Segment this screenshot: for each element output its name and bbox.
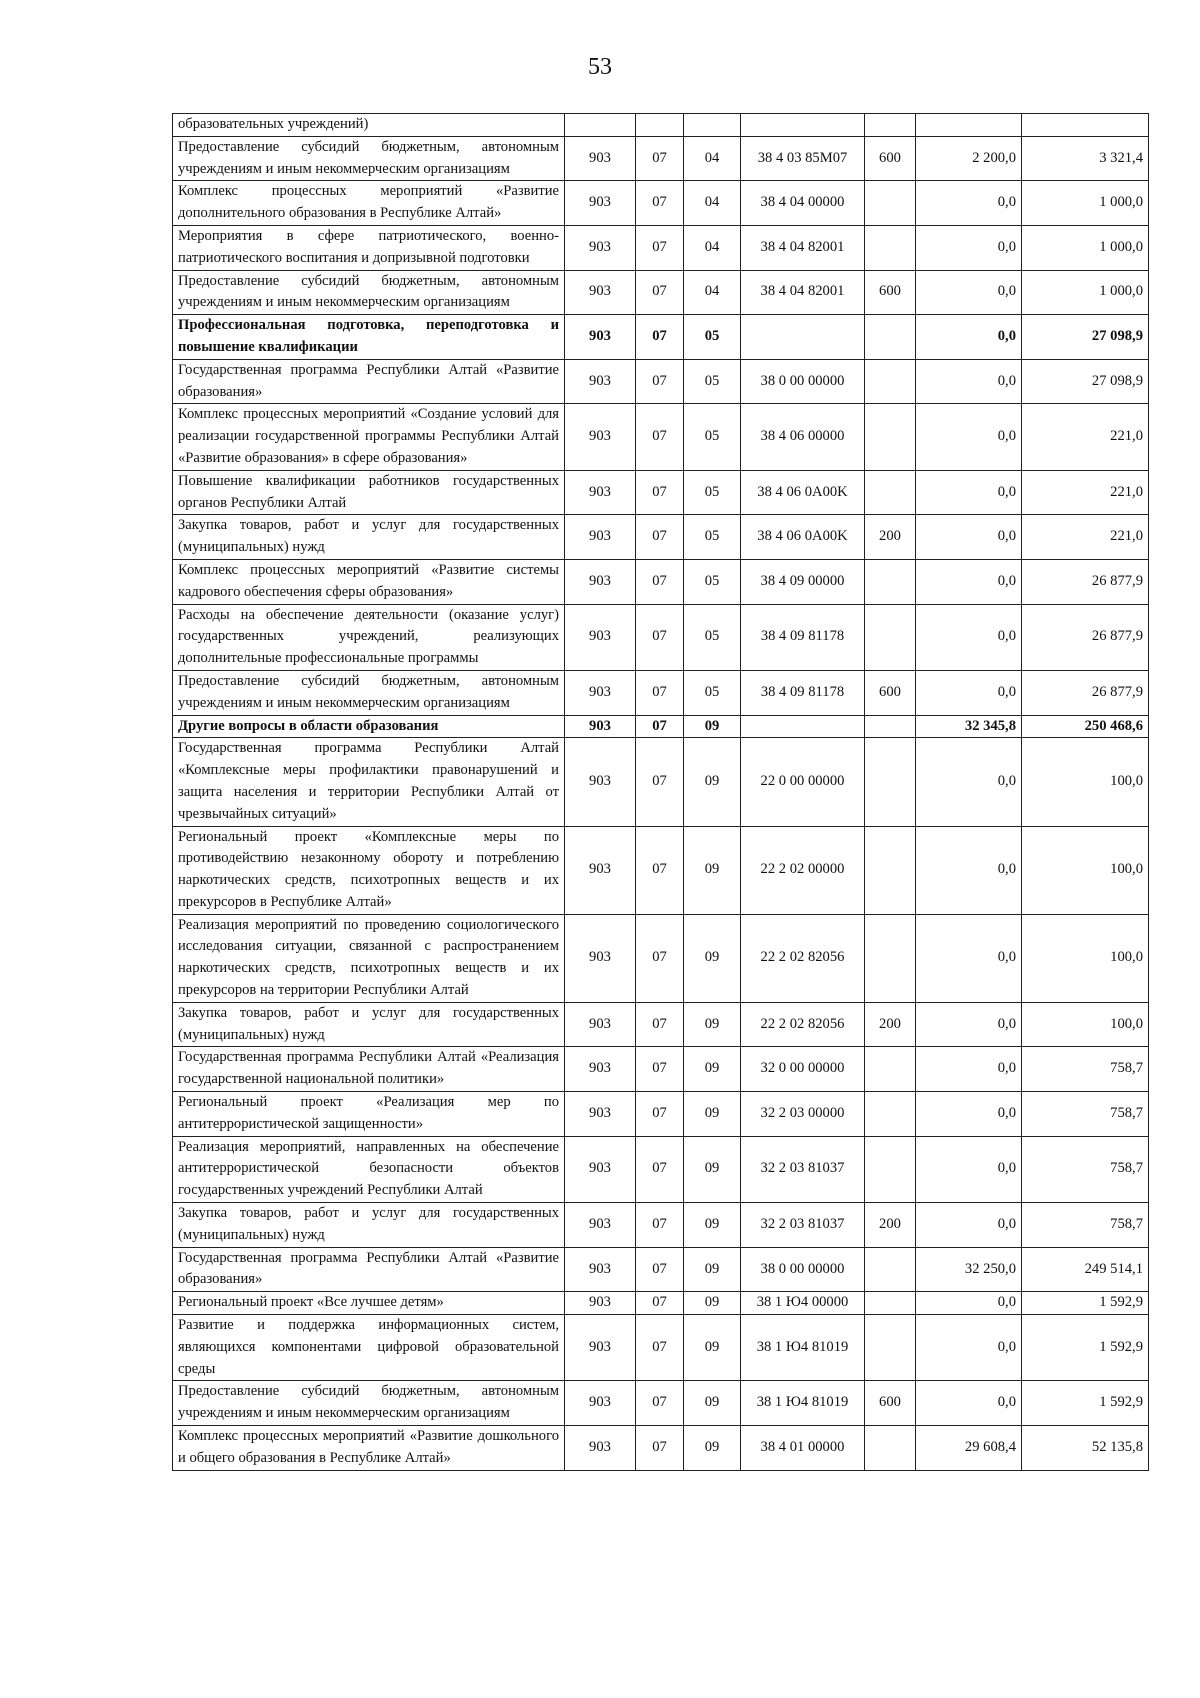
cell-name: Закупка товаров, работ и услуг для государственных (муниципальных) нужд	[173, 515, 565, 560]
cell-expense-type: 200	[865, 515, 916, 560]
cell-amount-1: 0,0	[916, 225, 1022, 270]
cell-amount-1: 0,0	[916, 826, 1022, 914]
cell-amount-2: 1 592,9	[1022, 1292, 1149, 1315]
cell-target-article: 38 4 06 00000	[741, 404, 865, 470]
cell-expense-type	[865, 1136, 916, 1202]
cell-grbs: 903	[565, 470, 636, 515]
cell-target-article: 38 4 01 00000	[741, 1426, 865, 1471]
table-row	[173, 826, 1149, 914]
cell-amount-1: 0,0	[916, 1136, 1022, 1202]
cell-podrazdel: 04	[684, 136, 741, 181]
cell-amount-1: 0,0	[916, 181, 1022, 226]
cell-target-article: 38 1 Ю4 81019	[741, 1315, 865, 1381]
table-row	[173, 670, 1149, 715]
cell-target-article: 38 4 09 81178	[741, 670, 865, 715]
table-row	[173, 1292, 1149, 1315]
cell-amount-1: 0,0	[916, 1315, 1022, 1381]
cell-target-article: 22 2 02 00000	[741, 826, 865, 914]
cell-name: Мероприятия в сфере патриотического, военно-патриотического воспитания и допризывной подготовки	[173, 225, 565, 270]
cell-grbs: 903	[565, 1002, 636, 1047]
cell-amount-2: 1 592,9	[1022, 1315, 1149, 1381]
cell-amount-1: 0,0	[916, 515, 1022, 560]
cell-amount-2: 758,7	[1022, 1092, 1149, 1137]
cell-target-article: 38 4 06 0A00K	[741, 470, 865, 515]
cell-target-article: 38 4 06 0A00K	[741, 515, 865, 560]
cell-name: Региональный проект «Все лучшее детям»	[173, 1292, 565, 1315]
cell-razdel: 07	[636, 315, 684, 360]
cell-target-article: 38 4 09 00000	[741, 559, 865, 604]
cell-razdel: 07	[636, 225, 684, 270]
cell-razdel: 07	[636, 1092, 684, 1137]
cell-grbs: 903	[565, 136, 636, 181]
cell-expense-type	[865, 1426, 916, 1471]
cell-podrazdel: 05	[684, 559, 741, 604]
table-row	[173, 715, 1149, 738]
cell-target-article	[741, 715, 865, 738]
table-row	[173, 315, 1149, 360]
cell-name: Комплекс процессных мероприятий «Развитие системы кадрового обеспечения сферы образования»	[173, 559, 565, 604]
cell-name: Реализация мероприятий, направленных на обеспечение антитеррористической безопасности объектов государственных учреждений Республики Алтай	[173, 1136, 565, 1202]
cell-expense-type	[865, 181, 916, 226]
cell-name: Предоставление субсидий бюджетным, автономным учреждениям и иным некоммерческим организациям	[173, 136, 565, 181]
cell-podrazdel: 09	[684, 1002, 741, 1047]
cell-podrazdel: 09	[684, 1047, 741, 1092]
cell-podrazdel: 09	[684, 738, 741, 826]
cell-expense-type	[865, 225, 916, 270]
table-row	[173, 1136, 1149, 1202]
cell-razdel: 07	[636, 1381, 684, 1426]
table-row	[173, 181, 1149, 226]
cell-podrazdel: 05	[684, 604, 741, 670]
cell-name: образовательных учреждений)	[173, 114, 565, 137]
cell-amount-2: 26 877,9	[1022, 670, 1149, 715]
cell-target-article: 32 0 00 00000	[741, 1047, 865, 1092]
cell-name: Государственная программа Республики Алтай «Реализация государственной национальной политики»	[173, 1047, 565, 1092]
cell-razdel: 07	[636, 1047, 684, 1092]
cell-razdel: 07	[636, 715, 684, 738]
cell-name: Расходы на обеспечение деятельности (оказание услуг) государственных учреждений, реализующих дополнительные профессиональные программы	[173, 604, 565, 670]
cell-expense-type	[865, 826, 916, 914]
cell-grbs: 903	[565, 515, 636, 560]
cell-razdel: 07	[636, 1002, 684, 1047]
cell-name: Государственная программа Республики Алтай «Развитие образования»	[173, 1247, 565, 1292]
cell-razdel: 07	[636, 1315, 684, 1381]
cell-amount-1	[916, 114, 1022, 137]
cell-name: Государственная программа Республики Алтай «Комплексные меры профилактики правонарушений и защита населения и территории Республики Алтай от чрезвычайных ситуаций»	[173, 738, 565, 826]
cell-razdel: 07	[636, 1426, 684, 1471]
cell-amount-1: 0,0	[916, 270, 1022, 315]
cell-grbs: 903	[565, 359, 636, 404]
cell-razdel: 07	[636, 670, 684, 715]
cell-expense-type	[865, 359, 916, 404]
table-row	[173, 738, 1149, 826]
cell-expense-type: 200	[865, 1203, 916, 1248]
cell-razdel: 07	[636, 270, 684, 315]
cell-amount-2	[1022, 114, 1149, 137]
cell-podrazdel: 09	[684, 1315, 741, 1381]
table-row	[173, 270, 1149, 315]
cell-grbs: 903	[565, 914, 636, 1002]
cell-amount-1: 0,0	[916, 559, 1022, 604]
cell-razdel: 07	[636, 1136, 684, 1202]
cell-amount-2: 250 468,6	[1022, 715, 1149, 738]
table-row	[173, 604, 1149, 670]
table-row	[173, 1002, 1149, 1047]
cell-amount-1: 0,0	[916, 604, 1022, 670]
cell-target-article: 32 2 03 81037	[741, 1203, 865, 1248]
cell-expense-type	[865, 470, 916, 515]
cell-expense-type: 200	[865, 1002, 916, 1047]
cell-grbs	[565, 114, 636, 137]
cell-target-article: 38 4 04 82001	[741, 225, 865, 270]
cell-target-article: 38 4 04 82001	[741, 270, 865, 315]
cell-razdel: 07	[636, 470, 684, 515]
table-row	[173, 359, 1149, 404]
cell-amount-1: 0,0	[916, 404, 1022, 470]
cell-amount-2: 3 321,4	[1022, 136, 1149, 181]
cell-amount-2: 100,0	[1022, 738, 1149, 826]
cell-target-article: 38 0 00 00000	[741, 1247, 865, 1292]
cell-podrazdel: 05	[684, 404, 741, 470]
cell-amount-1: 0,0	[916, 1292, 1022, 1315]
cell-name: Комплекс процессных мероприятий «Развитие дополнительного образования в Республике Алтай»	[173, 181, 565, 226]
cell-podrazdel: 09	[684, 1136, 741, 1202]
cell-expense-type: 600	[865, 1381, 916, 1426]
cell-amount-1: 32 345,8	[916, 715, 1022, 738]
cell-razdel: 07	[636, 738, 684, 826]
page-number: 53	[588, 54, 612, 80]
cell-razdel: 07	[636, 181, 684, 226]
cell-amount-1: 0,0	[916, 914, 1022, 1002]
cell-amount-1: 0,0	[916, 670, 1022, 715]
cell-amount-1: 0,0	[916, 1381, 1022, 1426]
cell-name: Региональный проект «Реализация мер по антитеррористической защищенности»	[173, 1092, 565, 1137]
cell-name: Государственная программа Республики Алтай «Развитие образования»	[173, 359, 565, 404]
table-row	[173, 1092, 1149, 1137]
cell-grbs: 903	[565, 1136, 636, 1202]
cell-name: Закупка товаров, работ и услуг для государственных (муниципальных) нужд	[173, 1002, 565, 1047]
cell-razdel: 07	[636, 404, 684, 470]
cell-expense-type: 600	[865, 670, 916, 715]
cell-expense-type	[865, 315, 916, 360]
cell-amount-2: 27 098,9	[1022, 315, 1149, 360]
cell-amount-2: 27 098,9	[1022, 359, 1149, 404]
cell-amount-2: 1 592,9	[1022, 1381, 1149, 1426]
cell-amount-2: 758,7	[1022, 1047, 1149, 1092]
table-row	[173, 136, 1149, 181]
cell-amount-2: 100,0	[1022, 826, 1149, 914]
cell-amount-1: 0,0	[916, 315, 1022, 360]
cell-razdel: 07	[636, 559, 684, 604]
cell-podrazdel: 04	[684, 270, 741, 315]
table-row	[173, 225, 1149, 270]
cell-podrazdel: 09	[684, 715, 741, 738]
cell-expense-type: 600	[865, 270, 916, 315]
cell-amount-1: 0,0	[916, 1002, 1022, 1047]
cell-name: Предоставление субсидий бюджетным, автономным учреждениям и иным некоммерческим организациям	[173, 270, 565, 315]
cell-expense-type	[865, 404, 916, 470]
cell-grbs: 903	[565, 315, 636, 360]
cell-target-article: 38 1 Ю4 81019	[741, 1381, 865, 1426]
cell-podrazdel: 09	[684, 1247, 741, 1292]
cell-grbs: 903	[565, 1426, 636, 1471]
cell-target-article: 32 2 03 00000	[741, 1092, 865, 1137]
cell-amount-2: 1 000,0	[1022, 270, 1149, 315]
cell-podrazdel: 05	[684, 315, 741, 360]
cell-grbs: 903	[565, 1203, 636, 1248]
cell-target-article: 22 2 02 82056	[741, 914, 865, 1002]
cell-expense-type	[865, 1047, 916, 1092]
cell-target-article: 38 0 00 00000	[741, 359, 865, 404]
cell-amount-2: 221,0	[1022, 470, 1149, 515]
cell-amount-1: 0,0	[916, 470, 1022, 515]
cell-podrazdel	[684, 114, 741, 137]
cell-podrazdel: 09	[684, 1426, 741, 1471]
cell-expense-type	[865, 604, 916, 670]
cell-grbs: 903	[565, 1092, 636, 1137]
cell-grbs: 903	[565, 1247, 636, 1292]
cell-grbs: 903	[565, 604, 636, 670]
cell-amount-1: 0,0	[916, 1047, 1022, 1092]
cell-target-article: 38 1 Ю4 00000	[741, 1292, 865, 1315]
cell-podrazdel: 09	[684, 1381, 741, 1426]
cell-name: Комплекс процессных мероприятий «Развитие дошкольного и общего образования в Республике Алтай»	[173, 1426, 565, 1471]
cell-name: Повышение квалификации работников государственных органов Республики Алтай	[173, 470, 565, 515]
cell-expense-type	[865, 1092, 916, 1137]
cell-target-article	[741, 315, 865, 360]
table-row	[173, 404, 1149, 470]
cell-expense-type	[865, 1292, 916, 1315]
cell-name: Предоставление субсидий бюджетным, автономным учреждениям и иным некоммерческим организациям	[173, 670, 565, 715]
cell-grbs: 903	[565, 738, 636, 826]
cell-name: Закупка товаров, работ и услуг для государственных (муниципальных) нужд	[173, 1203, 565, 1248]
cell-target-article: 38 4 09 81178	[741, 604, 865, 670]
cell-amount-2: 1 000,0	[1022, 181, 1149, 226]
cell-expense-type	[865, 559, 916, 604]
cell-amount-2: 26 877,9	[1022, 559, 1149, 604]
cell-podrazdel: 09	[684, 1203, 741, 1248]
cell-razdel: 07	[636, 826, 684, 914]
cell-amount-1: 0,0	[916, 359, 1022, 404]
cell-expense-type	[865, 738, 916, 826]
cell-expense-type	[865, 1315, 916, 1381]
cell-amount-2: 758,7	[1022, 1136, 1149, 1202]
cell-amount-2: 26 877,9	[1022, 604, 1149, 670]
table-row	[173, 1426, 1149, 1471]
cell-target-article: 38 4 04 00000	[741, 181, 865, 226]
cell-razdel: 07	[636, 136, 684, 181]
table-row	[173, 559, 1149, 604]
cell-razdel: 07	[636, 914, 684, 1002]
cell-expense-type	[865, 715, 916, 738]
table-row	[173, 114, 1149, 137]
table-row	[173, 1315, 1149, 1381]
cell-expense-type	[865, 114, 916, 137]
cell-razdel: 07	[636, 515, 684, 560]
cell-grbs: 903	[565, 559, 636, 604]
cell-amount-2: 100,0	[1022, 1002, 1149, 1047]
cell-grbs: 903	[565, 181, 636, 226]
budget-table	[172, 113, 1149, 1471]
cell-grbs: 903	[565, 404, 636, 470]
cell-podrazdel: 05	[684, 670, 741, 715]
cell-grbs: 903	[565, 670, 636, 715]
cell-grbs: 903	[565, 826, 636, 914]
cell-grbs: 903	[565, 1381, 636, 1426]
table-row	[173, 1247, 1149, 1292]
cell-name: Региональный проект «Комплексные меры по противодействию незаконному обороту и потреблению наркотических средств, психотропных веществ и их прекурсоров в Республике Алтай»	[173, 826, 565, 914]
cell-grbs: 903	[565, 1047, 636, 1092]
table-row	[173, 1203, 1149, 1248]
cell-expense-type	[865, 914, 916, 1002]
cell-amount-2: 52 135,8	[1022, 1426, 1149, 1471]
cell-target-article: 32 2 03 81037	[741, 1136, 865, 1202]
table-row	[173, 1381, 1149, 1426]
cell-grbs: 903	[565, 225, 636, 270]
cell-razdel: 07	[636, 1203, 684, 1248]
cell-grbs: 903	[565, 715, 636, 738]
cell-amount-2: 1 000,0	[1022, 225, 1149, 270]
cell-amount-1: 0,0	[916, 1092, 1022, 1137]
table-row	[173, 914, 1149, 1002]
cell-target-article: 38 4 03 85M07	[741, 136, 865, 181]
cell-podrazdel: 05	[684, 470, 741, 515]
cell-expense-type: 600	[865, 136, 916, 181]
cell-razdel: 07	[636, 1292, 684, 1315]
cell-razdel: 07	[636, 604, 684, 670]
cell-target-article	[741, 114, 865, 137]
cell-podrazdel: 05	[684, 359, 741, 404]
cell-podrazdel: 09	[684, 1292, 741, 1315]
cell-name: Предоставление субсидий бюджетным, автономным учреждениям и иным некоммерческим организациям	[173, 1381, 565, 1426]
cell-podrazdel: 05	[684, 515, 741, 560]
cell-amount-2: 100,0	[1022, 914, 1149, 1002]
cell-podrazdel: 04	[684, 181, 741, 226]
cell-amount-1: 2 200,0	[916, 136, 1022, 181]
budget-table-body	[173, 114, 1149, 1471]
cell-amount-1: 0,0	[916, 738, 1022, 826]
cell-amount-2: 221,0	[1022, 404, 1149, 470]
cell-razdel: 07	[636, 1247, 684, 1292]
table-row	[173, 1047, 1149, 1092]
cell-name: Реализация мероприятий по проведению социологического исследования ситуации, связанной с распространением наркотических средств, психотропных веществ и их прекурсоров на территории Республики Алтай	[173, 914, 565, 1002]
cell-target-article: 22 0 00 00000	[741, 738, 865, 826]
cell-podrazdel: 09	[684, 826, 741, 914]
cell-podrazdel: 09	[684, 1092, 741, 1137]
cell-razdel: 07	[636, 359, 684, 404]
cell-name: Профессиональная подготовка, переподготовка и повышение квалификации	[173, 315, 565, 360]
cell-amount-2: 758,7	[1022, 1203, 1149, 1248]
cell-name: Другие вопросы в области образования	[173, 715, 565, 738]
cell-grbs: 903	[565, 1315, 636, 1381]
cell-razdel	[636, 114, 684, 137]
cell-target-article: 22 2 02 82056	[741, 1002, 865, 1047]
cell-amount-2: 249 514,1	[1022, 1247, 1149, 1292]
cell-amount-1: 0,0	[916, 1203, 1022, 1248]
cell-podrazdel: 09	[684, 914, 741, 1002]
cell-name: Развитие и поддержка информационных систем, являющихся компонентами цифровой образовательной среды	[173, 1315, 565, 1381]
cell-name: Комплекс процессных мероприятий «Создание условий для реализации государственной программы Республики Алтай «Развитие образования» в сфере образования»	[173, 404, 565, 470]
cell-amount-2: 221,0	[1022, 515, 1149, 560]
cell-amount-1: 32 250,0	[916, 1247, 1022, 1292]
table-row	[173, 515, 1149, 560]
cell-expense-type	[865, 1247, 916, 1292]
cell-grbs: 903	[565, 270, 636, 315]
cell-podrazdel: 04	[684, 225, 741, 270]
cell-grbs: 903	[565, 1292, 636, 1315]
table-row	[173, 470, 1149, 515]
cell-amount-1: 29 608,4	[916, 1426, 1022, 1471]
